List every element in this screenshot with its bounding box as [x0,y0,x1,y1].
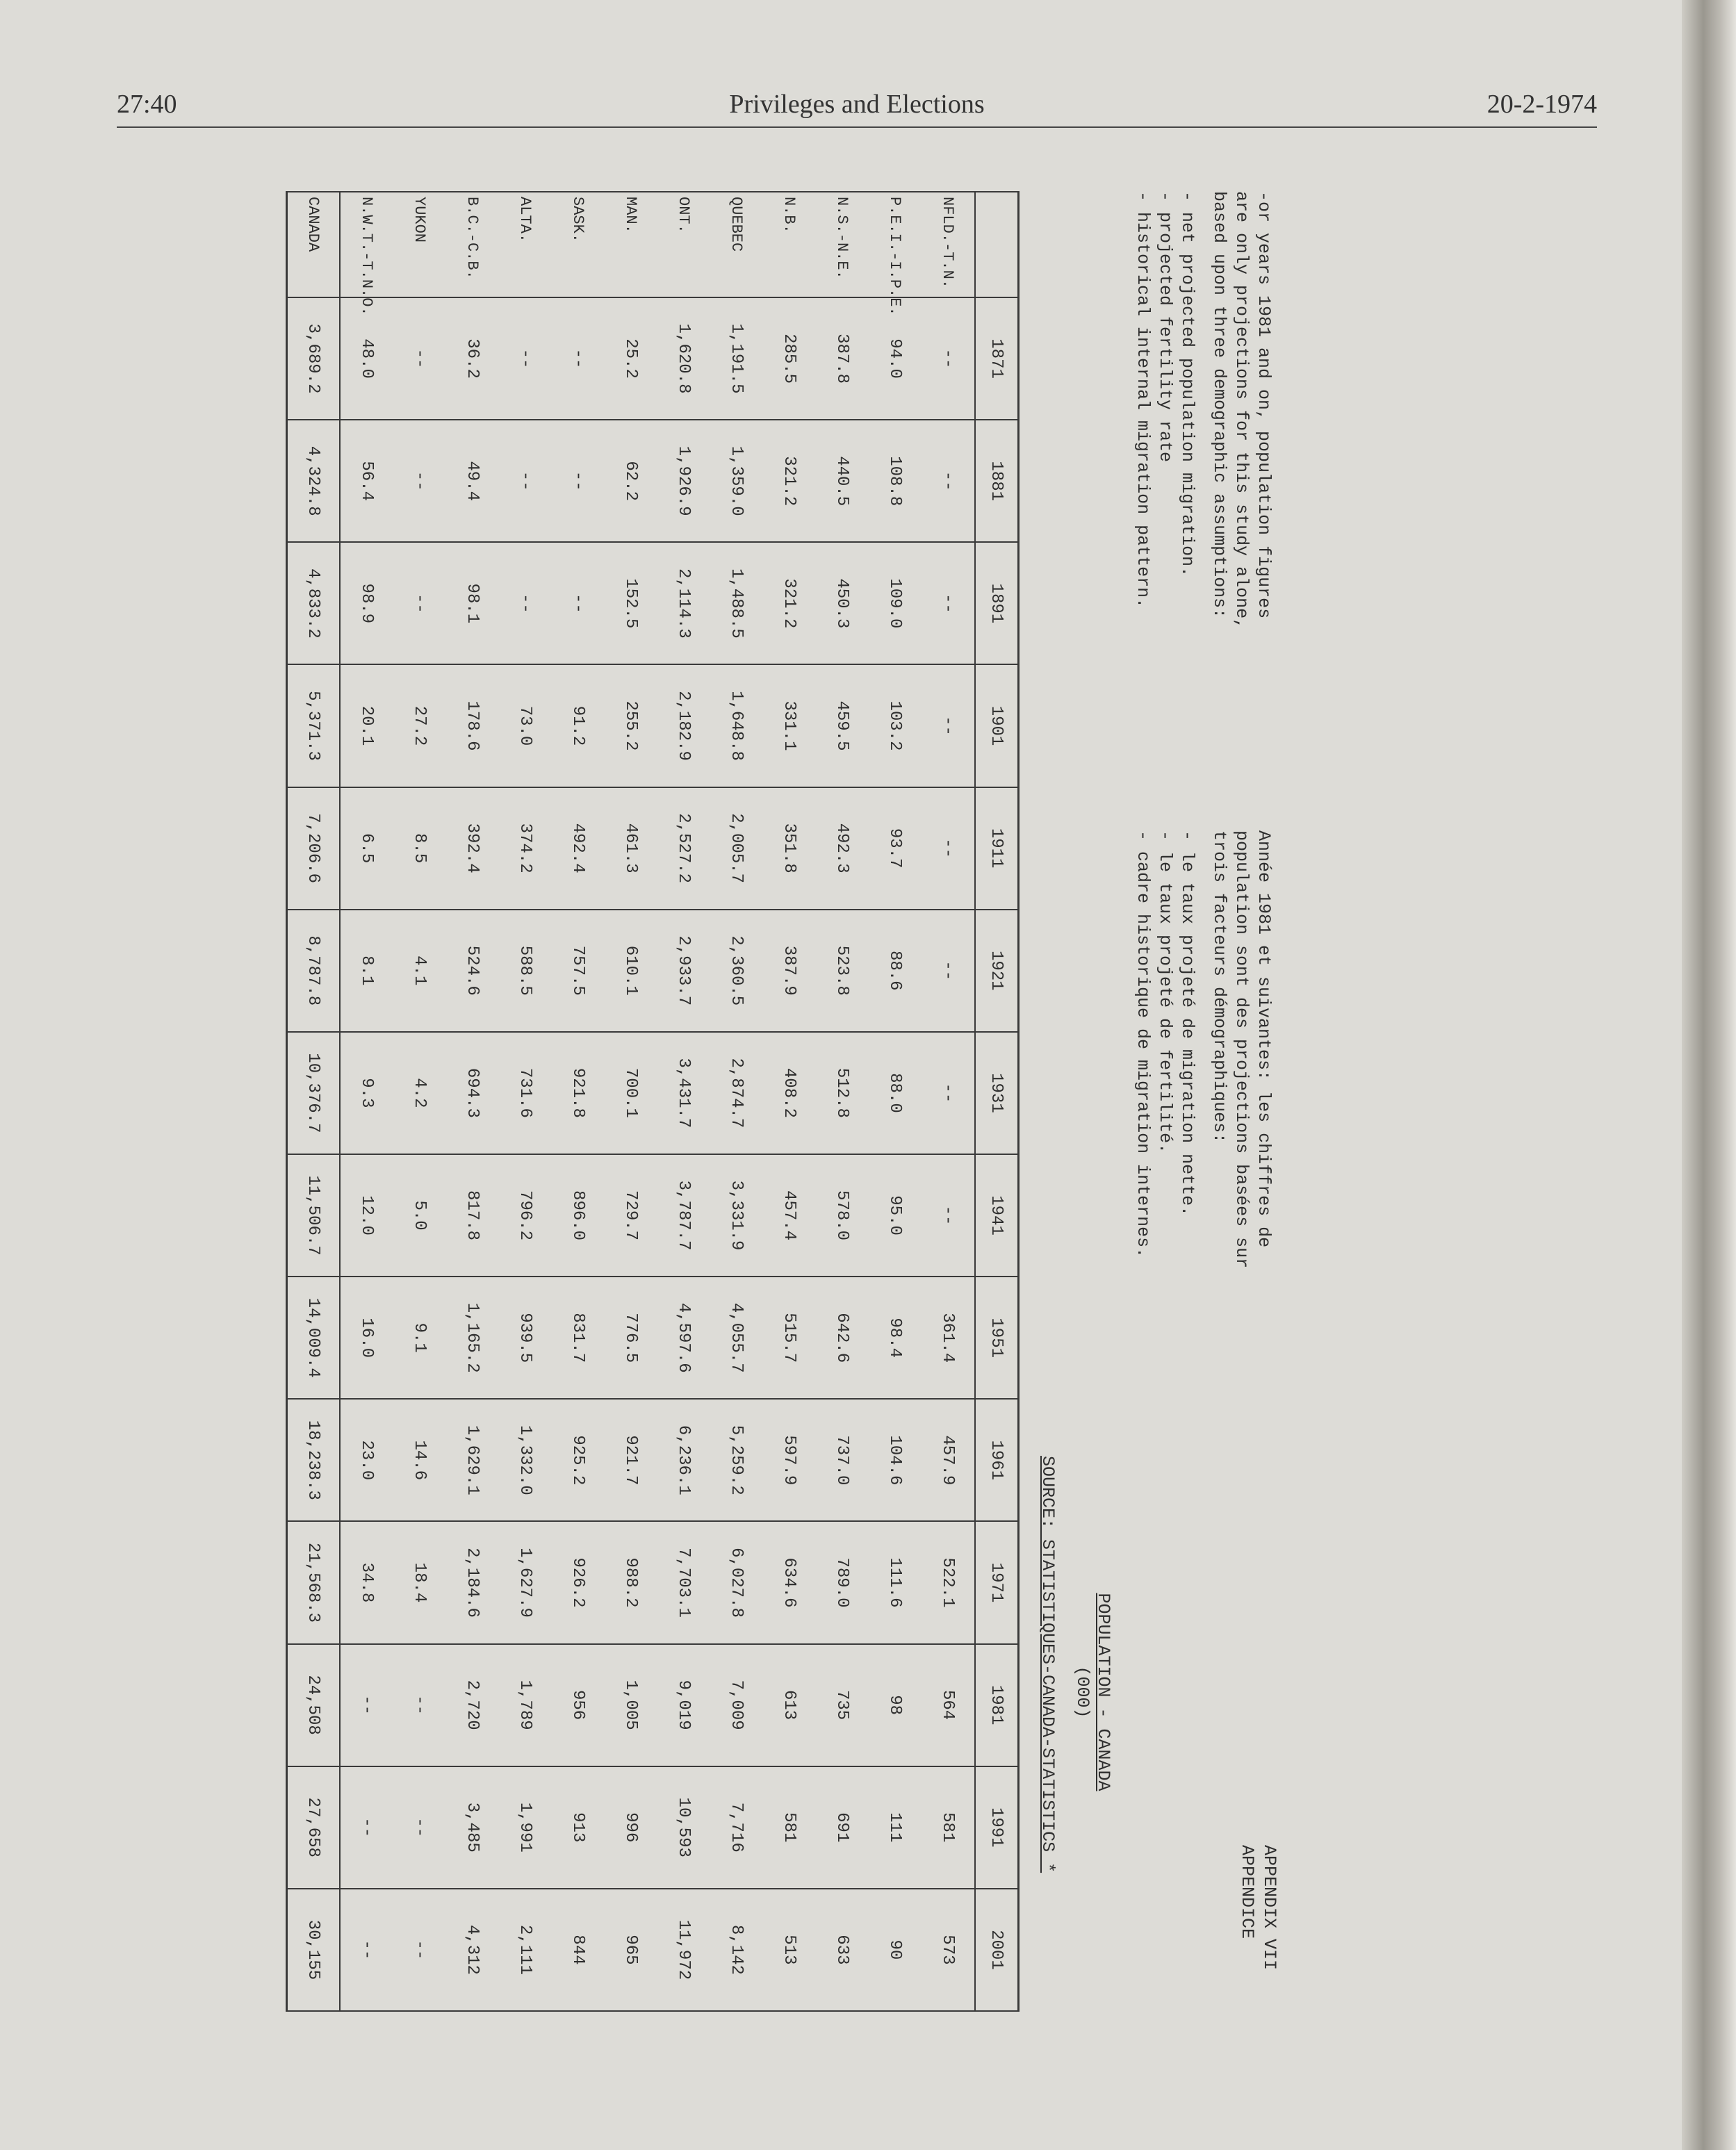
value-cell: -- [393,420,446,542]
value-cell: -- [922,297,975,420]
value-cell: -- [922,420,975,542]
value-cell: 8,142 [710,1889,763,2011]
province-cell: YUKON [393,192,446,297]
value-cell: 387.8 [816,297,869,420]
value-cell: 988.2 [605,1521,657,1643]
value-cell: -- [393,1766,446,1889]
value-cell: 921.7 [605,1399,657,1521]
running-head [117,89,1597,131]
value-cell: 515.7 [763,1277,816,1399]
value-cell: 20.1 [340,664,393,787]
value-cell: 14.6 [393,1399,446,1521]
value-cell: 109.0 [869,542,922,664]
value-cell: 34.8 [340,1521,393,1643]
book-binding-edge [1682,0,1736,2150]
value-cell: -- [922,1032,975,1154]
value-cell: 581 [763,1766,816,1889]
value-cell: 796.2 [499,1154,552,1277]
value-cell: 36.2 [446,297,499,420]
value-cell: 573 [922,1889,975,2011]
value-cell: 996 [605,1766,657,1889]
value-cell: -- [340,1889,393,2011]
value-cell: 457.4 [763,1154,816,1277]
value-cell: 610.1 [605,910,657,1032]
value-cell: 2,005.7 [710,787,763,910]
table-row [499,192,552,2011]
value-cell: 103.2 [869,664,922,787]
year-header: 1951 [975,1277,1019,1399]
note-fr-line: population sont des projections basées sur [1231,830,1252,1269]
value-cell: 152.5 [605,542,657,664]
value-cell: 9,019 [657,1644,710,1766]
value-cell: 4,312 [446,1889,499,2011]
value-cell: 461.3 [605,787,657,910]
table-title [1072,1497,1113,1887]
province-cell: NFLD.-T.N. [922,192,975,297]
value-cell: 1,005 [605,1644,657,1766]
table-row [340,192,393,2011]
value-cell: -- [922,542,975,664]
province-cell: CANADA [287,192,341,297]
year-header: 1901 [975,664,1019,787]
value-cell: 3,689.2 [287,297,341,420]
value-cell: -- [340,1766,393,1889]
value-cell: 3,485 [446,1766,499,1889]
value-cell: 578.0 [816,1154,869,1277]
value-cell: 56.4 [340,420,393,542]
value-cell: 844 [552,1889,605,2011]
value-cell: 4,324.8 [287,420,341,542]
value-cell: 331.1 [763,664,816,787]
appendix-en: APPENDIX VII [1259,1845,1279,1971]
year-header: 1971 [975,1521,1019,1643]
value-cell: -- [499,542,552,664]
value-cell: -- [393,297,446,420]
value-cell: -- [922,1154,975,1277]
value-cell: 2,360.5 [710,910,763,1032]
value-cell: 2,184.6 [446,1521,499,1643]
value-cell: 1,991 [499,1766,552,1889]
note-fr-line: Année 1981 et suivantes: les chiffres de [1254,830,1274,1248]
value-cell: 642.6 [816,1277,869,1399]
value-cell: 1,191.5 [710,297,763,420]
value-cell: 1,627.9 [499,1521,552,1643]
table-row [446,192,499,2011]
title-main: POPULATION - CANADA [1093,1593,1113,1791]
value-cell: 926.2 [552,1521,605,1643]
value-cell: 104.6 [869,1399,922,1521]
value-cell: 2,114.3 [657,542,710,664]
province-cell: ALTA. [499,192,552,297]
value-cell: 896.0 [552,1154,605,1277]
table-row [710,192,763,2011]
value-cell: 457.9 [922,1399,975,1521]
value-cell: 5,371.3 [287,664,341,787]
value-cell: 30,155 [287,1889,341,2011]
value-cell: 48.0 [340,297,393,420]
value-cell: 90 [869,1889,922,2011]
value-cell: 23.0 [340,1399,393,1521]
value-cell: 2,933.7 [657,910,710,1032]
value-cell: 4.2 [393,1032,446,1154]
value-cell: 98.4 [869,1277,922,1399]
value-cell: 440.5 [816,420,869,542]
corner-cell [975,192,1019,297]
table-row [922,192,975,2011]
value-cell: 1,926.9 [657,420,710,542]
value-cell: 1,620.8 [657,297,710,420]
value-cell: 737.0 [816,1399,869,1521]
value-cell: 691 [816,1766,869,1889]
value-cell: 633 [816,1889,869,2011]
value-cell: 25.2 [605,297,657,420]
value-cell: -- [499,420,552,542]
value-cell: 817.8 [446,1154,499,1277]
value-cell: 2,720 [446,1644,499,1766]
value-cell: 351.8 [763,787,816,910]
table-body [287,192,976,2011]
value-cell: -- [552,542,605,664]
value-cell: 5,259.2 [710,1399,763,1521]
value-cell: 588.5 [499,910,552,1032]
value-cell: 965 [605,1889,657,2011]
value-cell: 9.1 [393,1277,446,1399]
value-cell: 831.7 [552,1277,605,1399]
value-cell: 1,165.2 [446,1277,499,1399]
value-cell: 729.7 [605,1154,657,1277]
value-cell: 524.6 [446,910,499,1032]
note-en-line: based upon three demographic assumptions: [1209,191,1229,619]
value-cell: 321.2 [763,542,816,664]
value-cell: 581 [922,1766,975,1889]
value-cell: 913 [552,1766,605,1889]
note-en-line: are only projections for this study alone, [1231,191,1252,630]
value-cell: 387.9 [763,910,816,1032]
value-cell: 255.2 [605,664,657,787]
title-units: (000) [1072,1666,1092,1718]
province-cell: N.S.-N.E. [816,192,869,297]
value-cell: 4.1 [393,910,446,1032]
value-cell: 7,206.6 [287,787,341,910]
year-header: 1981 [975,1644,1019,1766]
value-cell: 4,833.2 [287,542,341,664]
province-cell: QUEBEC [710,192,763,297]
value-cell: 1,332.0 [499,1399,552,1521]
year-header: 1881 [975,420,1019,542]
value-cell: -- [393,1889,446,2011]
value-cell: 4,055.7 [710,1277,763,1399]
notes-french [1131,830,1275,1470]
province-cell: N.W.T.-T.N.O. [340,192,393,297]
notes-english [1131,191,1275,816]
value-cell: 392.4 [446,787,499,910]
value-cell: 88.0 [869,1032,922,1154]
value-cell: -- [922,664,975,787]
value-cell: 1,648.8 [710,664,763,787]
appendix-fr: APPENDICE [1237,1845,1257,1939]
value-cell: 14,009.4 [287,1277,341,1399]
value-cell: 513 [763,1889,816,2011]
value-cell: 450.3 [816,542,869,664]
value-cell: 613 [763,1644,816,1766]
value-cell: 5.0 [393,1154,446,1277]
value-cell: 3,331.9 [710,1154,763,1277]
value-cell: 3,431.7 [657,1032,710,1154]
value-cell: 361.4 [922,1277,975,1399]
value-cell: -- [922,787,975,910]
note-en-item: - net projected population migration. [1177,191,1197,577]
table-row [763,192,816,2011]
publication-date: 20-2-1974 [1487,90,1597,119]
value-cell: 6,027.8 [710,1521,763,1643]
value-cell: 8.1 [340,910,393,1032]
appendix-label [1236,1845,1280,2005]
value-cell: 921.8 [552,1032,605,1154]
value-cell: 956 [552,1644,605,1766]
value-cell: 789.0 [816,1521,869,1643]
year-header: 1931 [975,1032,1019,1154]
value-cell: 2,874.7 [710,1032,763,1154]
note-fr-item: - le taux projeté de migration nette. [1177,830,1197,1217]
value-cell: 9.3 [340,1032,393,1154]
note-en-item: - historical internal migration pattern. [1133,191,1153,609]
value-cell: 522.1 [922,1521,975,1643]
value-cell: 98.1 [446,542,499,664]
value-cell: 10,593 [657,1766,710,1889]
value-cell: 1,629.1 [446,1399,499,1521]
value-cell: 11,506.7 [287,1154,341,1277]
note-en-line: -or years 1981 and on, population figures [1254,191,1274,619]
value-cell: 2,111 [499,1889,552,2011]
value-cell: 8.5 [393,787,446,910]
value-cell: 1,488.5 [710,542,763,664]
value-cell: 408.2 [763,1032,816,1154]
value-cell: 18,238.3 [287,1399,341,1521]
value-cell: 939.5 [499,1277,552,1399]
province-cell: SASK. [552,192,605,297]
publication-title: Privileges and Elections [729,90,985,119]
value-cell: 178.6 [446,664,499,787]
value-cell: 6.5 [340,787,393,910]
value-cell: 111 [869,1766,922,1889]
note-fr-line: trois facteurs démographiques: [1209,830,1229,1144]
year-header: 1991 [975,1766,1019,1889]
value-cell: -- [393,542,446,664]
value-cell: 512.8 [816,1032,869,1154]
value-cell: 735 [816,1644,869,1766]
value-cell: 1,359.0 [710,420,763,542]
value-cell: 523.8 [816,910,869,1032]
value-cell: 285.5 [763,297,816,420]
table-row [869,192,922,2011]
year-header: 1941 [975,1154,1019,1277]
value-cell: 7,703.1 [657,1521,710,1643]
value-cell: 27,658 [287,1766,341,1889]
province-cell: B.C.-C.B. [446,192,499,297]
province-cell: P.E.I.-I.P.E. [869,192,922,297]
year-header: 1921 [975,910,1019,1032]
value-cell: 93.7 [869,787,922,910]
value-cell: 321.2 [763,420,816,542]
value-cell: 10,376.7 [287,1032,341,1154]
value-cell: 492.4 [552,787,605,910]
value-cell: 700.1 [605,1032,657,1154]
value-cell: -- [393,1644,446,1766]
value-cell: 62.2 [605,420,657,542]
value-cell: 11,972 [657,1889,710,2011]
table-row [393,192,446,2011]
value-cell: 4,597.6 [657,1277,710,1399]
population-table [286,191,1020,2012]
value-cell: 694.3 [446,1032,499,1154]
value-cell: -- [552,420,605,542]
year-header: 1961 [975,1399,1019,1521]
value-cell: 492.3 [816,787,869,910]
value-cell: -- [340,1644,393,1766]
value-cell: 374.2 [499,787,552,910]
table-row [657,192,710,2011]
value-cell: 98.9 [340,542,393,664]
value-cell: 18.4 [393,1521,446,1643]
value-cell: 6,236.1 [657,1399,710,1521]
value-cell: 95.0 [869,1154,922,1277]
value-cell: 88.6 [869,910,922,1032]
value-cell: 111.6 [869,1521,922,1643]
value-cell: -- [499,297,552,420]
value-cell: 459.5 [816,664,869,787]
value-cell: 2,527.2 [657,787,710,910]
page-number: 27:40 [117,90,177,119]
year-header: 2001 [975,1889,1019,2011]
value-cell: 24,508 [287,1644,341,1766]
value-cell: 21,568.3 [287,1521,341,1643]
value-cell: -- [922,910,975,1032]
province-cell: MAN. [605,192,657,297]
value-cell: 634.6 [763,1521,816,1643]
province-cell: ONT. [657,192,710,297]
rotated-appendix-content [259,191,1280,2012]
value-cell: 597.9 [763,1399,816,1521]
value-cell: 7,009 [710,1644,763,1766]
value-cell: 1,789 [499,1644,552,1766]
value-cell: 108.8 [869,420,922,542]
table-row [816,192,869,2011]
value-cell: 925.2 [552,1399,605,1521]
value-cell: -- [552,297,605,420]
year-header: 1871 [975,297,1019,420]
value-cell: 8,787.8 [287,910,341,1032]
value-cell: 49.4 [446,420,499,542]
value-cell: 27.2 [393,664,446,787]
value-cell: 98 [869,1644,922,1766]
value-cell: 12.0 [340,1154,393,1277]
value-cell: 73.0 [499,664,552,787]
year-header: 1911 [975,787,1019,910]
value-cell: 731.6 [499,1032,552,1154]
year-header: 1891 [975,542,1019,664]
table-row [552,192,605,2011]
table-header-row [975,192,1019,2011]
table-row [605,192,657,2011]
value-cell: 94.0 [869,297,922,420]
note-fr-item: - le taux projeté de fertilité. [1155,830,1175,1154]
value-cell: 3,787.7 [657,1154,710,1277]
value-cell: 564 [922,1644,975,1766]
header-rule [117,126,1597,128]
total-row [287,192,341,2011]
value-cell: 16.0 [340,1277,393,1399]
value-cell: 2,182.9 [657,664,710,787]
note-en-item: - projected fertility rate [1155,191,1175,463]
value-cell: 91.2 [552,664,605,787]
source-line: SOURCE: STATISTIQUES-CANADA-STATISTICS * [1038,1456,1058,1873]
note-fr-item: - cadre historique de migration internes. [1133,830,1153,1258]
value-cell: 757.5 [552,910,605,1032]
value-cell: 7,716 [710,1766,763,1889]
value-cell: 776.5 [605,1277,657,1399]
province-cell: N.B. [763,192,816,297]
